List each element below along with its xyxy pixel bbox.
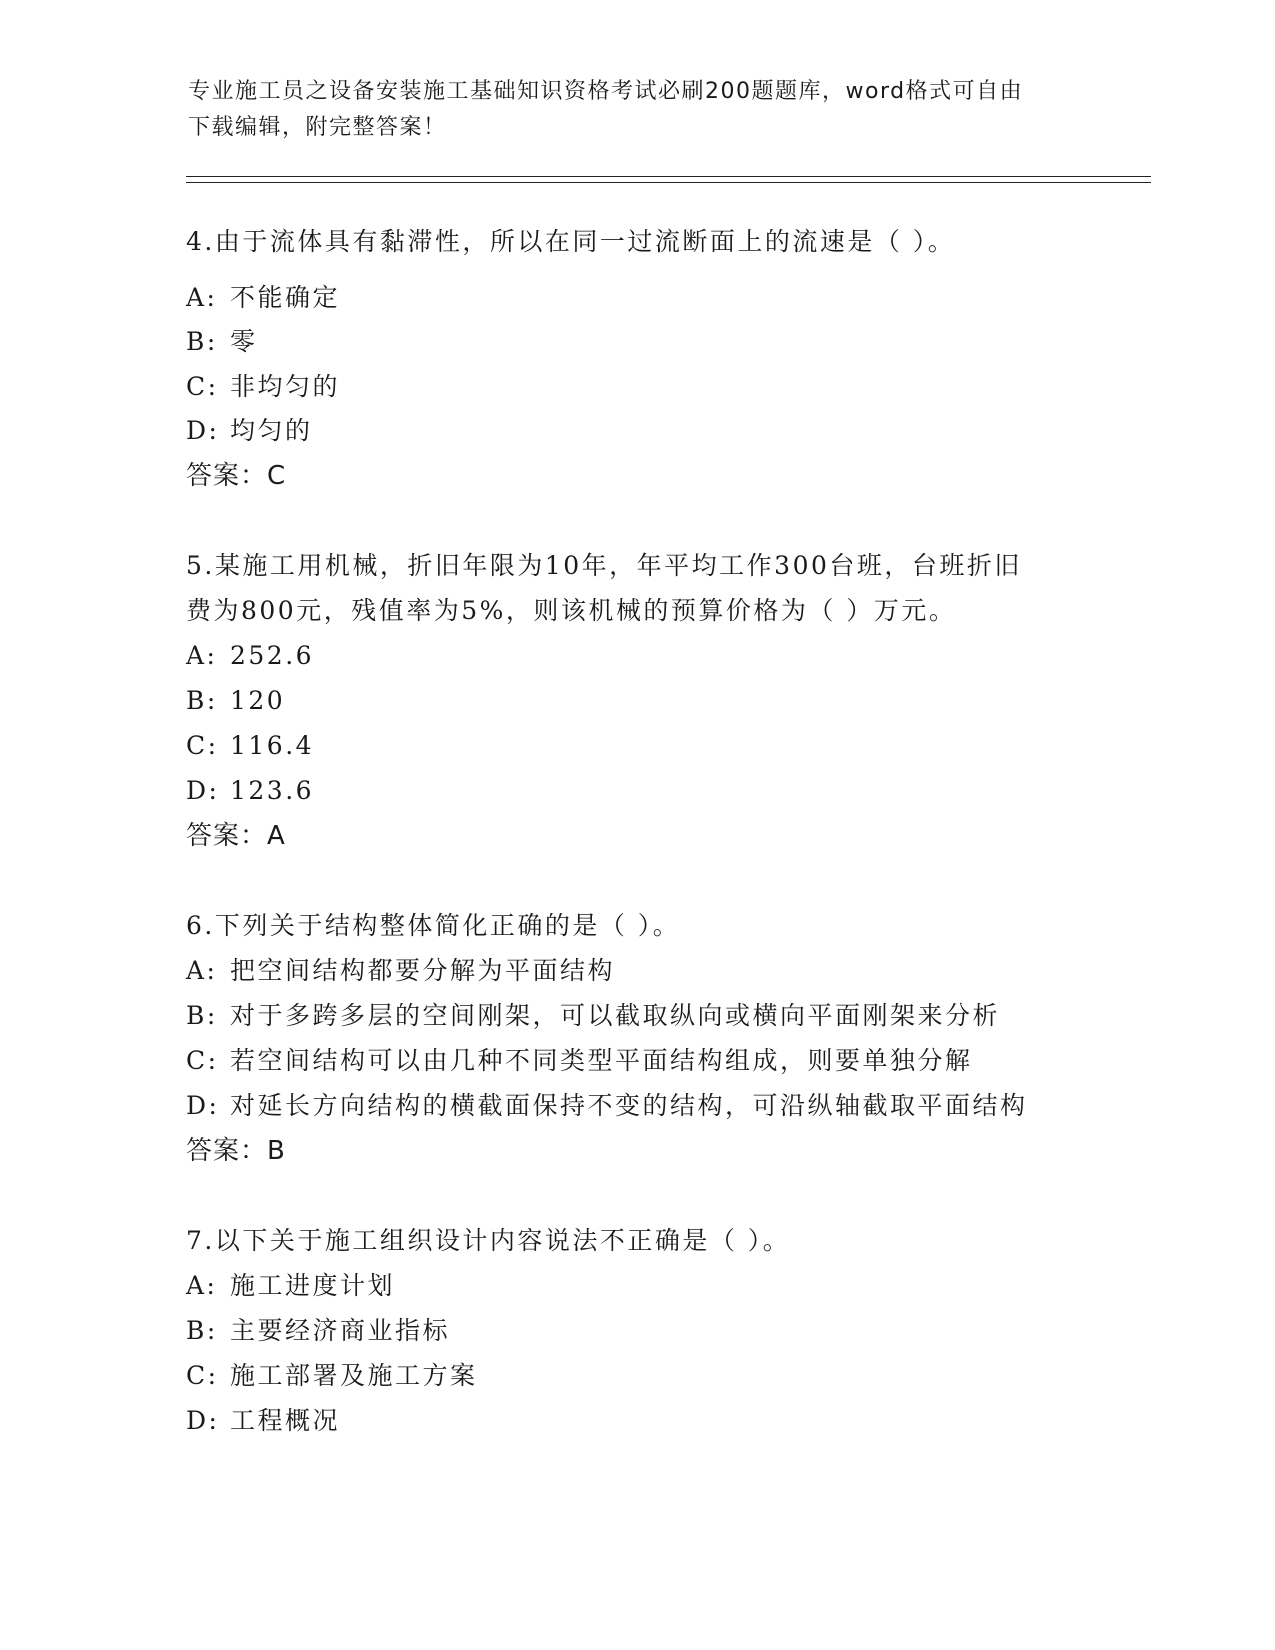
question-6-option-d <box>186 1091 1028 1121</box>
option-text: 零 <box>230 327 258 356</box>
question-7-option-a <box>186 1271 395 1301</box>
option-label: A: <box>186 956 218 985</box>
option-text: 把空间结构都要分解为平面结构 <box>230 956 616 985</box>
document-header <box>188 74 1088 146</box>
question-6-option-c <box>186 1046 973 1076</box>
option-text: 252.6 <box>230 641 315 670</box>
question-5-option-a <box>186 641 314 671</box>
question-5-answer: 答案：A <box>186 821 286 851</box>
option-text: 123.6 <box>230 776 315 805</box>
option-text: 施工部署及施工方案 <box>230 1361 478 1390</box>
option-label: A: <box>186 641 218 670</box>
option-text: 非均匀的 <box>230 372 341 401</box>
header-divider-top <box>186 176 1151 177</box>
option-text: 均匀的 <box>230 416 313 445</box>
question-5-option-b <box>186 686 285 716</box>
header-line-1: 专业施工员之设备安装施工基础知识资格考试必刷200题题库，word格式可自由 <box>188 79 1024 104</box>
option-label: D: <box>186 416 220 445</box>
question-5-stem-line-1: 5.某施工用机械，折旧年限为10年，年平均工作300台班，台班折旧 <box>186 551 1022 580</box>
question-5-stem-line-2: 费为800元，残值率为5%，则该机械的预算价格为（ ）万元。 <box>186 596 957 625</box>
option-label: C: <box>186 372 219 401</box>
question-4-option-c <box>186 372 340 402</box>
option-label: B: <box>186 686 218 715</box>
question-4-option-d <box>186 416 313 446</box>
option-text: 工程概况 <box>230 1406 341 1435</box>
header-divider-bottom <box>186 182 1151 183</box>
question-7-option-b <box>186 1316 450 1346</box>
question-7-stem: 7.以下关于施工组织设计内容说法不正确是（ ）。 <box>186 1226 791 1255</box>
option-label: C: <box>186 731 219 760</box>
option-label: A: <box>186 1271 218 1300</box>
option-label: D: <box>186 776 220 805</box>
question-5-option-c <box>186 731 314 761</box>
header-line-2: 下载编辑，附完整答案！ <box>188 115 447 140</box>
question-4-option-b <box>186 327 258 357</box>
option-label: D: <box>186 1091 220 1120</box>
option-label: B: <box>186 327 218 356</box>
question-4-stem: 4.由于流体具有黏滞性，所以在同一过流断面上的流速是（ ）。 <box>186 227 956 256</box>
question-5-option-d <box>186 776 314 806</box>
question-6-stem: 6.下列关于结构整体简化正确的是（ ）。 <box>186 911 681 940</box>
option-label: C: <box>186 1046 219 1075</box>
option-label: D: <box>186 1406 220 1435</box>
question-4-answer: 答案：C <box>186 461 287 491</box>
option-text: 若空间结构可以由几种不同类型平面结构组成，则要单独分解 <box>230 1046 973 1075</box>
option-label: B: <box>186 1316 218 1345</box>
option-label: A: <box>186 283 218 312</box>
question-6-option-a <box>186 956 615 986</box>
question-6-option-b <box>186 1001 1000 1031</box>
option-text: 主要经济商业指标 <box>230 1316 451 1345</box>
option-label: C: <box>186 1361 219 1390</box>
option-label: B: <box>186 1001 218 1030</box>
option-text: 对延长方向结构的横截面保持不变的结构，可沿纵轴截取平面结构 <box>230 1091 1028 1120</box>
question-7-option-d <box>186 1406 340 1436</box>
option-text: 120 <box>230 686 286 715</box>
question-7-option-c <box>186 1361 478 1391</box>
question-4-option-a <box>186 283 340 313</box>
option-text: 对于多跨多层的空间刚架，可以截取纵向或横向平面刚架来分析 <box>230 1001 1001 1030</box>
option-text: 施工进度计划 <box>230 1271 396 1300</box>
option-text: 116.4 <box>230 731 315 760</box>
question-6-answer: 答案：B <box>186 1136 286 1166</box>
option-text: 不能确定 <box>230 283 341 312</box>
